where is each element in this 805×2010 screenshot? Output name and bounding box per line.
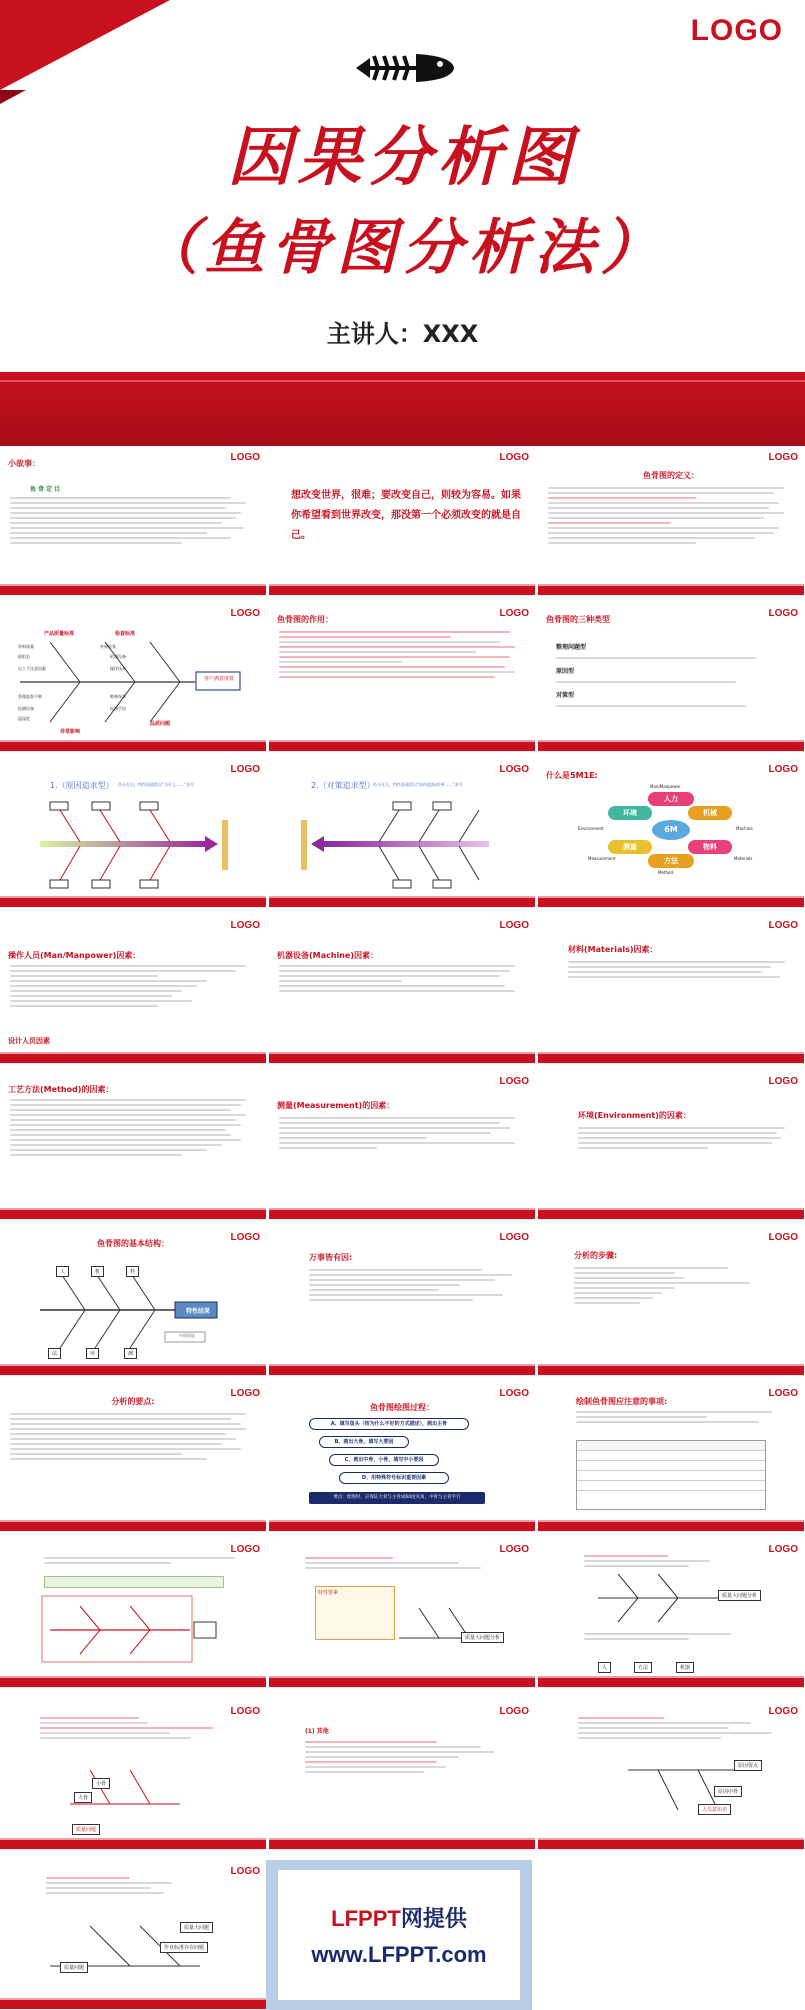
slide-thumbnail-example-2[interactable] [269,1538,535,1688]
slide-body-text [309,1266,525,1304]
step-pill: C、画出中骨、小骨，填写中小要因 [329,1454,439,1466]
empty-cell [538,1860,805,2010]
slide-footer-bar [0,898,266,907]
slide-footer-bar [538,586,804,595]
slide-thumbnail-example-3[interactable] [538,1538,804,1688]
slide-body-text [279,628,525,681]
slide-logo: LOGO [768,1388,798,1399]
slide-body-text [576,1408,794,1426]
slide-title: 绘制鱼骨图应注意的事项: [576,1397,668,1406]
slide-logo: LOGO [768,920,798,931]
slide-logo: LOGO [768,608,798,619]
slide-footer-bar [538,1210,804,1219]
slide-thumbnail-types[interactable] [538,602,804,752]
slide-title: 什么是5M1E: [546,771,598,780]
slide-footer-bar [0,586,266,595]
slide-thumbnail-definition[interactable] [538,446,804,596]
slide-thumbnail-example-4[interactable] [0,1700,266,1850]
node-method: 方法 [648,854,694,868]
slide-logo: LOGO [499,1232,529,1243]
slide-footer-bar [269,1678,535,1687]
slide-logo: LOGO [768,452,798,463]
slide-logo: LOGO [768,1544,798,1555]
slide-logo: LOGO [230,1232,260,1243]
quote-text: 想改变世界，很难；要改变自己，则较为容易。如果你希望看到世界改变，那没第一个必须改变的就是自己。 [291,490,521,541]
slide-footer-bar [269,742,535,751]
tip-banner: 要点：绘图时，应保证大骨与主骨成60度夹角，中骨与主骨平行 [309,1492,485,1504]
slide-thumbnail-everything-has-cause[interactable] [269,1226,535,1376]
lfppt-provider: 网提供 [400,1906,467,1931]
bone-box: 人员意识差 [698,1804,731,1815]
bone-box: 小骨 [92,1778,110,1789]
fishbone-label: 检测手段 [110,706,126,711]
category-box: 机器 [676,1662,694,1673]
main-title: 因果分析图 [227,121,578,195]
slide-body-text [568,958,794,981]
slide-title: 鱼骨图的三种类型 [546,615,610,624]
category-box: 料 [126,1266,139,1277]
fishbone-label: 检查标准 [115,631,136,637]
slide-title: 环境(Environment)的因素： [578,1111,691,1120]
red-corner-decoration [0,0,170,90]
slide-logo: LOGO [499,1706,529,1717]
slide-thumbnail-key-points[interactable] [0,1382,266,1532]
slide-footer-bar [269,1522,535,1531]
slide-thumbnail-environment-factor[interactable] [538,1070,804,1220]
slide-body-text [10,494,256,547]
node-material: 物料 [688,840,732,854]
slide-thumbnail-analysis-steps[interactable] [538,1226,804,1376]
slide-body-text [574,1264,794,1307]
lfppt-url: www.LFPPT.com [311,1942,487,1967]
slide-logo: LOGO [230,1544,260,1555]
slide-footer-bar [538,1054,804,1063]
slide-body-text [40,1714,256,1742]
info-box [315,1586,395,1640]
slide-footer-bar [538,898,804,907]
node-caption: Environment [578,826,604,831]
slide-logo: LOGO [499,1076,529,1087]
bone-box: 大骨 [74,1792,92,1803]
slide-title: 工艺方法(Method)的因素： [8,1085,114,1094]
notes-table [576,1440,766,1510]
slide-body-text [10,1410,256,1463]
category-box: 环 [86,1348,99,1359]
slide-title: 材料(Materials)因素： [568,945,658,954]
slide-thumbnail-fishbone-example[interactable] [0,602,266,752]
slide-body-text [44,1554,256,1567]
slide-thumbnail-basic-structure[interactable] [0,1226,266,1376]
node-caption: Materials [734,856,753,861]
bone-box: 质量大问题 [180,1922,213,1933]
slide-footer-bar [538,742,804,751]
fishbone-label: 温湿度 [18,716,30,721]
subtitle: （鱼骨图分析法） [138,213,667,283]
fishbone-label: 班组长 [18,654,30,659]
slide-thumbnail-man-factor[interactable] [0,914,266,1064]
fish-skeleton-icon [352,48,456,88]
slide-title: 测量(Measurement)的因素： [277,1101,395,1110]
slide-logo: LOGO [499,920,529,931]
fishbone-result: 客户满意度低 [203,676,234,682]
slide-footer-bar [0,2000,266,2009]
step-pill: B、画出大骨，填写大要因 [319,1436,409,1448]
slide-body-text [578,1124,794,1152]
right-arrow-fishbone-icon [40,800,240,890]
slide-title: 小故事： [8,459,40,468]
slide-title: 操作人员(Man/Manpower)因素： [8,951,141,960]
category-box: 人 [598,1662,611,1673]
slide-footer-bar [538,1366,804,1375]
slide-title: 分析的要点: [111,1397,155,1406]
slide-footer-bar [0,1366,266,1375]
slide-logo: LOGO [499,608,529,619]
slide-title: 1.（原因追求型） [50,781,114,790]
slide-body-text [305,1738,525,1776]
slide-title: 分析的步骤: [574,1251,618,1260]
slide-body-text [584,1630,794,1643]
slide-thumbnail-material-factor[interactable] [538,914,804,1064]
slide-thumbnail-method-factor[interactable] [0,1070,266,1220]
result-box: 质量大问题分析 [718,1590,761,1601]
hint-bar [44,1576,224,1588]
slide-title: 2.（对策追求型） [311,781,375,790]
lfppt-brand: LFPPT [331,1906,401,1931]
fishbone-label: 产品质量标准 [44,631,75,637]
slide-logo: LOGO [768,1076,798,1087]
slide-footer-bar [0,742,266,751]
slide-footer-bar [269,1366,535,1375]
slide-logo: LOGO [768,1232,798,1243]
cover-slide[interactable] [0,0,805,372]
node-machine: 机械 [688,806,732,820]
slide-thumbnail-drawing-process[interactable] [269,1382,535,1532]
cover-bottom-band [0,372,805,446]
fishbone-label: 机器设备 [110,654,126,659]
slide-title: 鱼骨图的作用： [277,615,333,624]
slide-thumbnail-purpose[interactable] [269,602,535,752]
slide-thumbnail-example-6[interactable] [538,1700,804,1850]
left-arrow-fishbone-icon [289,800,489,890]
fishbone-label: 操作技术 [110,666,126,671]
result-box: 质量大问题分析 [461,1632,504,1643]
node-measurement: 测量 [608,840,652,854]
fishbone-label: 品质问题 [150,721,171,727]
small-fishbone [50,1916,250,1986]
slide-logo: LOGO [230,608,260,619]
category-box: 机 [91,1266,104,1277]
slide-title: 鱼骨图的基本结构： [97,1239,169,1248]
slide-thumbnail-example-5[interactable] [269,1700,535,1850]
fishbone-label: 员工不注意因素 [18,666,46,671]
slide-footer-bar [269,898,535,907]
fishbone-label: 管理监督不够 [18,694,42,699]
slide-thumbnail-machine-factor[interactable] [269,914,535,1064]
cover-band-line [0,380,805,382]
slide-body-text [305,1554,525,1572]
fishbone-label: 维修保养 [110,694,126,699]
slide-logo: LOGO [230,1866,260,1877]
slide-footer-bar [269,1210,535,1219]
slide-footer-bar [0,1210,266,1219]
fishbone-label: 外观检查 [100,644,116,649]
logo: LOGO [690,14,783,47]
slide-footer-bar [269,1054,535,1063]
slide-body-text [10,962,256,1010]
slide-body-text [548,484,794,547]
example-fishbone [40,1594,220,1670]
slide-logo: LOGO [768,764,798,775]
slide-body-text [279,962,525,995]
slide-logo: LOGO [230,764,260,775]
node-environment: 环境 [608,806,652,820]
node-caption: Measurement [588,856,616,861]
slide-body-text [578,1714,794,1742]
slide-footer-bar [538,1678,804,1687]
slide-thumbnail-solution-type[interactable] [269,758,535,908]
dark-corner-decoration [0,90,26,104]
fishbone-label: 异常影响 [60,729,81,735]
slide-title: 鱼骨图的定义： [643,471,699,480]
slide-logo: LOGO [499,1544,529,1555]
slide-footer-bar [0,1522,266,1531]
fishbone-label: 材料质量 [18,644,34,649]
slide-thumbnail-example-7[interactable] [0,1860,266,2010]
slide-body-text [10,1096,256,1159]
mini-fishbone [399,1598,509,1658]
story-heading: 鱼 骨 定 目 [30,486,61,493]
slide-thumbnail-notes[interactable] [538,1382,804,1532]
category-box: 人 [56,1266,69,1277]
slide-logo: LOGO [499,452,529,463]
slide-thumbnail-measurement-factor[interactable] [269,1070,535,1220]
category-box: 方法 [634,1662,652,1673]
slide-footer-bar [0,1054,266,1063]
slide-logo: LOGO [230,1706,260,1717]
slide-title: 机器设备(Machine)因素： [277,951,378,960]
slide-footer-bar [538,1522,804,1531]
slide-logo: LOGO [230,920,260,931]
cause-tag: 中原因说 [179,1333,195,1338]
slide-thumbnail-5m1e[interactable] [538,758,804,908]
slide-logo: LOGO [768,1706,798,1717]
slide-body-text [279,1114,525,1152]
slide-footer-bar [538,1840,804,1849]
info-box-title: 特性要素 [318,1590,339,1596]
slide-subtitle: 鱼头在左，特性值通常以“如何提高/改善……”来写 [373,782,463,787]
slide-subtitle: 鱼头在右，特性值通常以“为什么……”来写 [118,782,195,787]
node-caption: Method [658,870,674,875]
slide-thumbnail-quote[interactable] [269,446,535,596]
slide-thumbnail-example-1[interactable] [0,1538,266,1688]
node-man: 人力 [648,792,694,806]
speaker: 主讲人：XXX [326,320,479,348]
small-fishbone [598,1568,788,1638]
slide-footer-bar [0,1678,266,1687]
type-label: 原因型 [556,668,575,675]
lfppt-card [278,1870,520,2000]
step-pill: D、用特殊符号标识重要因素 [339,1472,449,1484]
slide-thumbnail-cause-type[interactable] [0,758,266,908]
slide-thumbnail-story[interactable] [0,446,266,596]
category-box: 测 [124,1348,137,1359]
slide-footer-bar [269,1840,535,1849]
problem-box: 质量问题 [72,1824,100,1835]
slide-logo: LOGO [499,1388,529,1399]
slide-body-text [46,1874,256,1897]
slide-logo: LOGO [230,1388,260,1399]
slide-subtitle: (1) 其他 [305,1728,329,1735]
category-box: 法 [48,1348,61,1359]
node-caption: Machine [736,826,753,831]
designer-factor: 设计人员因素 [8,1037,50,1045]
fishbone-label: 检测设备 [18,706,34,711]
node-center: 6M [652,820,690,840]
lfppt-credit-slide[interactable] [266,1860,532,2010]
type-label: 整理问题型 [556,644,587,651]
bone-box: 原因中骨 [714,1786,742,1797]
slide-footer-bar [269,586,535,595]
bone-box: 作业标准存在问题 [160,1942,208,1953]
slide-title: 鱼骨图绘图过程： [370,1403,434,1412]
node-caption: Man/Manpower [650,784,681,789]
slide-logo: LOGO [230,452,260,463]
step-pill: A、填写鱼头（按为什么不好的方式描述），画出主骨 [309,1418,469,1430]
lfppt-line1 [278,1902,520,1933]
type-label: 对策型 [556,692,575,699]
bone-box: 原因要点 [734,1760,762,1771]
slide-logo: LOGO [499,764,529,775]
bone-box: 质量问题 [60,1962,88,1973]
slide-footer-bar [0,1840,266,1849]
effect-box: 特性结果 [185,1308,210,1315]
slide-title: 万事皆有因: [309,1253,353,1262]
